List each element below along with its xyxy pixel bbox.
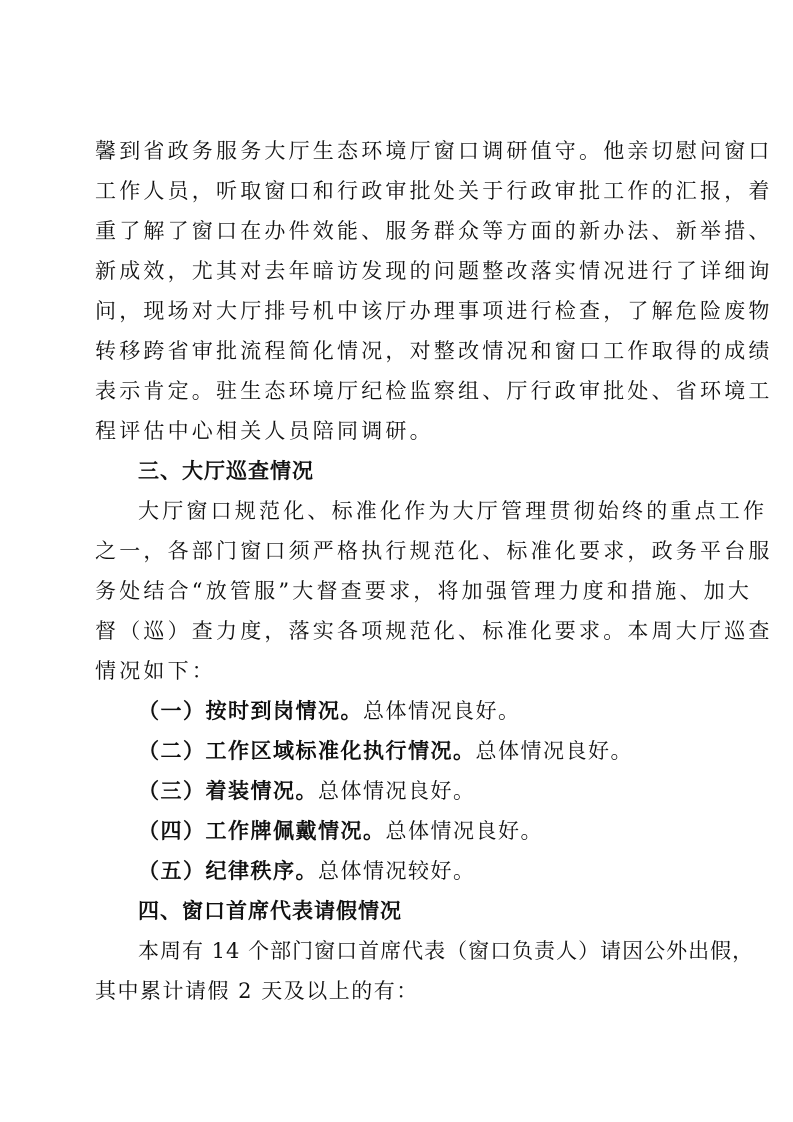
paragraph-line: 重了解了窗口在办件效能、服务群众等方面的新办法、新举措、 (95, 219, 773, 243)
section-heading: 三、大厅巡查情况 (138, 459, 314, 483)
list-item-text: 总体情况良好。 (363, 699, 521, 723)
list-item-label: （一）按时到岗情况。 (138, 699, 363, 723)
paragraph-line: 本周有 14 个部门窗口首席代表（窗口负责人）请因公外出假， (138, 939, 755, 963)
paragraph-line: 馨到省政务服务大厅生态环境厅窗口调研值守。他亲切慰问窗口 (95, 139, 773, 163)
list-item-text: 总体情况良好。 (385, 819, 543, 843)
list-item-label: （二）工作区域标准化执行情况。 (138, 739, 476, 763)
paragraph-line: 表示肯定。驻生态环境厅纪检监察组、厅行政审批处、省环境工 (95, 379, 773, 403)
paragraph-line: 情况如下： (95, 659, 216, 683)
list-item (138, 776, 748, 806)
list-item-text: 总体情况较好。 (318, 859, 476, 883)
list-item-label: （四）工作牌佩戴情况。 (138, 819, 386, 843)
section-heading: 四、窗口首席代表请假情况 (138, 899, 402, 923)
list-item-label: （五）纪律秩序。 (138, 859, 318, 883)
paragraph-line: 督（巡）查力度，落实各项规范化、标准化要求。本周大厅巡查 (95, 619, 773, 643)
paragraph-line: 程评估中心相关人员陪同调研。 (95, 419, 434, 443)
list-item (138, 816, 748, 846)
paragraph-line: 务处结合“放管服”大督查要求，将加强管理力度和措施、加大 (95, 579, 753, 603)
list-item-text: 总体情况良好。 (475, 739, 633, 763)
list-item (138, 736, 748, 766)
paragraph-line: 工作人员，听取窗口和行政审批处关于行政审批工作的汇报，着 (95, 179, 773, 203)
list-item-text: 总体情况良好。 (318, 779, 476, 803)
paragraph-line: 之一，各部门窗口须严格执行规范化、标准化要求，政务平台服 (95, 539, 773, 563)
list-item (138, 696, 748, 726)
list-item (138, 856, 748, 886)
paragraph-line: 大厅窗口规范化、标准化作为大厅管理贯彻始终的重点工作 (138, 499, 768, 523)
paragraph-line: 其中累计请假 2 天及以上的有： (95, 979, 419, 1003)
paragraph-line: 转移跨省审批流程简化情况，对整改情况和窗口工作取得的成绩 (95, 339, 773, 363)
paragraph-line: 新成效，尤其对去年暗访发现的问题整改落实情况进行了详细询 (95, 259, 773, 283)
paragraph-line: 问，现场对大厅排号机中该厅办理事项进行检查，了解危险废物 (95, 299, 773, 323)
list-item-label: （三）着装情况。 (138, 779, 318, 803)
